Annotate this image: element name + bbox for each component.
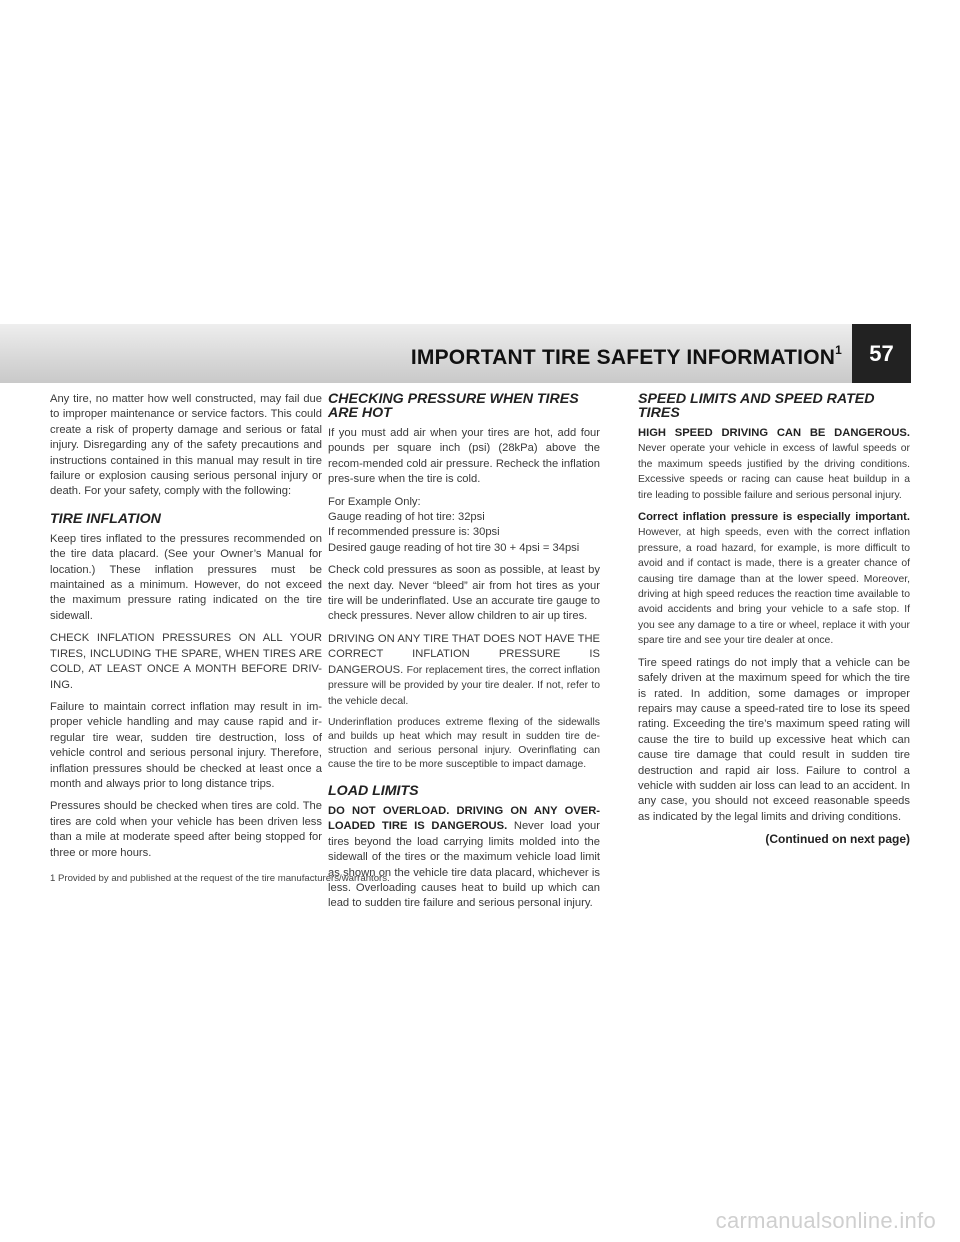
page-title: IMPORTANT TIRE SAFETY INFORMATION$^1$ bbox=[410, 343, 842, 369]
paragraph-load bbox=[328, 804, 600, 912]
warning-detail: For replacement tires, the correct inflation pressure will be provided by your tire dealer. If not, refer to the vehicle decal. bbox=[328, 664, 601, 707]
paragraph-inflation bbox=[638, 510, 910, 649]
section-heading-speed: SPEED LIMITS AND SPEED RATED TIRES bbox=[638, 391, 875, 421]
paragraph: Failure to maintain correct inflation may result in im-proper vehicle handling and may cause rapid and ir-regular tire wear, sudden tire destruction, loss of vehicle control and serious personal injury. Therefore, inflation pressures should be checked at least once a month and always prior to long distance trips. bbox=[50, 700, 322, 790]
page-number: 57 bbox=[852, 324, 911, 383]
warning-bold: HIGH SPEED DRIVING CAN BE DANGEROUS. bbox=[638, 427, 910, 439]
paragraph: Pressures should be checked when tires are cold. The tires are cold when your vehicle has been driven less than a mile at moderate speed after being stopped for three or more hours. bbox=[50, 800, 322, 859]
paragraph: Keep tires inflated to the pressures recommended on the tire data placard. (See your Owner’s Manual for location.) These inflation pressures must be maintained as a minimum. However, do not exceed the maximum pressure rating indicated on the tire sidewall. bbox=[50, 532, 322, 622]
example-block bbox=[328, 495, 600, 557]
paragraph: Underinflation produces extreme flexing of the sidewalls and builds up heat which may result in sudden tire de-struction and serious personal injury. Overinflating can cause the tire to be more susceptible to impact damage. bbox=[328, 716, 600, 770]
section-heading-tire-inflation: TIRE INFLATION bbox=[50, 510, 161, 527]
footnote-marker: 1 bbox=[835, 343, 842, 357]
paragraph-rest: Never load your tires beyond the load carrying limits molded into the sidewall of the tires or the maximum vehicle load limit as shown on the vehicle tire data placard, whichever is less. Overloading causes heat to build up which can lead to sudden tire failure and serious personal injury. bbox=[328, 820, 600, 910]
lead-bold: Correct inflation pressure is especially important. bbox=[638, 511, 910, 524]
paragraph-rest: However, at high speeds, even with the correct inflation pressure, a road hazard, for example, is more difficult to avoid and if contact is made, there is a greater chance of causing tire damage than at the lower speed. Moreover, driving at high speed reduces the reaction time available to avoid accidents and bring your vehicle to a safe stop. If you see any damage to a tire or wheel, replace it with your spare tire and see your tire dealer at once. bbox=[638, 527, 910, 647]
watermark: carmanualsonline.info bbox=[715, 1208, 936, 1233]
column-middle bbox=[328, 392, 600, 919]
paragraph: If you must add air when your tires are hot, add four pounds per square inch (psi) (28kPa) above the recom-mended cold air pressure. Recheck the inflation pres-sure when the tire is cold. bbox=[328, 427, 600, 486]
intro-paragraph: Any tire, no matter how well constructed, may fail due to improper maintenance or service factors. This could create a risk of property damage and serious or fatal injury. Disregarding any of the safety precautions and instructions contained in this manual may result in tire failure or explosion causing serious personal injury or death. For your safety, comply with the following: bbox=[50, 393, 322, 498]
column-right bbox=[638, 392, 910, 848]
column-left bbox=[50, 392, 322, 868]
paragraph: Check cold pressures as soon as possible, at least by the next day. Never “bleed” air from hot tires as your tire will be underinflated. Use an accurate tire gauge to check pressures. Never allow children to air up tires. bbox=[328, 564, 600, 623]
example-line: Desired gauge reading of hot tire 30 + 4psi = 34psi bbox=[328, 541, 580, 554]
paragraph-warning bbox=[328, 632, 600, 709]
continued-label: (Continued on next page) bbox=[765, 832, 910, 847]
example-line: If recommended pressure is: 30psi bbox=[328, 526, 500, 539]
paragraph-speed-warning bbox=[638, 426, 910, 503]
paragraph-caps-warning: CHECK INFLATION PRESSURES ON ALL YOUR TIRES, INCLUDING THE SPARE, WHEN TIRES ARE COLD, AT LEAST ONCE A MONTH BEFORE DRIV-ING. bbox=[50, 632, 322, 691]
warning-bold: DO NOT OVERLOAD. DRIVING ON ANY OVER-LOADED TIRE IS DANGEROUS. bbox=[328, 804, 600, 833]
warning-caps: DRIVING ON ANY TIRE THAT DOES NOT HAVE THE CORRECT INFLATION PRESSURE IS DANGEROUS. bbox=[328, 632, 600, 676]
section-heading-hot-tires: CHECKING PRESSURE WHEN TIRES ARE HOT bbox=[328, 391, 579, 421]
paragraph: Tire speed ratings do not imply that a vehicle can be safely driven at the maximum speed for which the tire is rated. In addition, some damages or improper repairs may cause a speed-rated tire to lose its speed rating. Exceeding the tire’s maximum speed rating will cause the tire to build up excessive heat which can cause tire damage that could result in sudden tire destruction and rapid air loss. Failure to control a vehicle with sudden air loss can lead to an accident. In any case, you should not exceed reasonable speeds as indicated by the legal limits and driving conditions. bbox=[638, 656, 910, 823]
footnote: 1 Provided by and published at the request of the tire manufacturers/warrantors. bbox=[50, 873, 390, 884]
example-label: For Example Only: bbox=[328, 495, 421, 508]
paragraph-rest: Never operate your vehicle in excess of lawful speeds or the maximum speeds justified by the driving conditions. Excessive speeds or racing can cause heat buildup in a tire leading to possible failure and serious personal injury. bbox=[638, 443, 910, 501]
example-line: Gauge reading of hot tire: 32psi bbox=[328, 511, 485, 524]
section-heading-load-limits: LOAD LIMITS bbox=[328, 782, 419, 799]
